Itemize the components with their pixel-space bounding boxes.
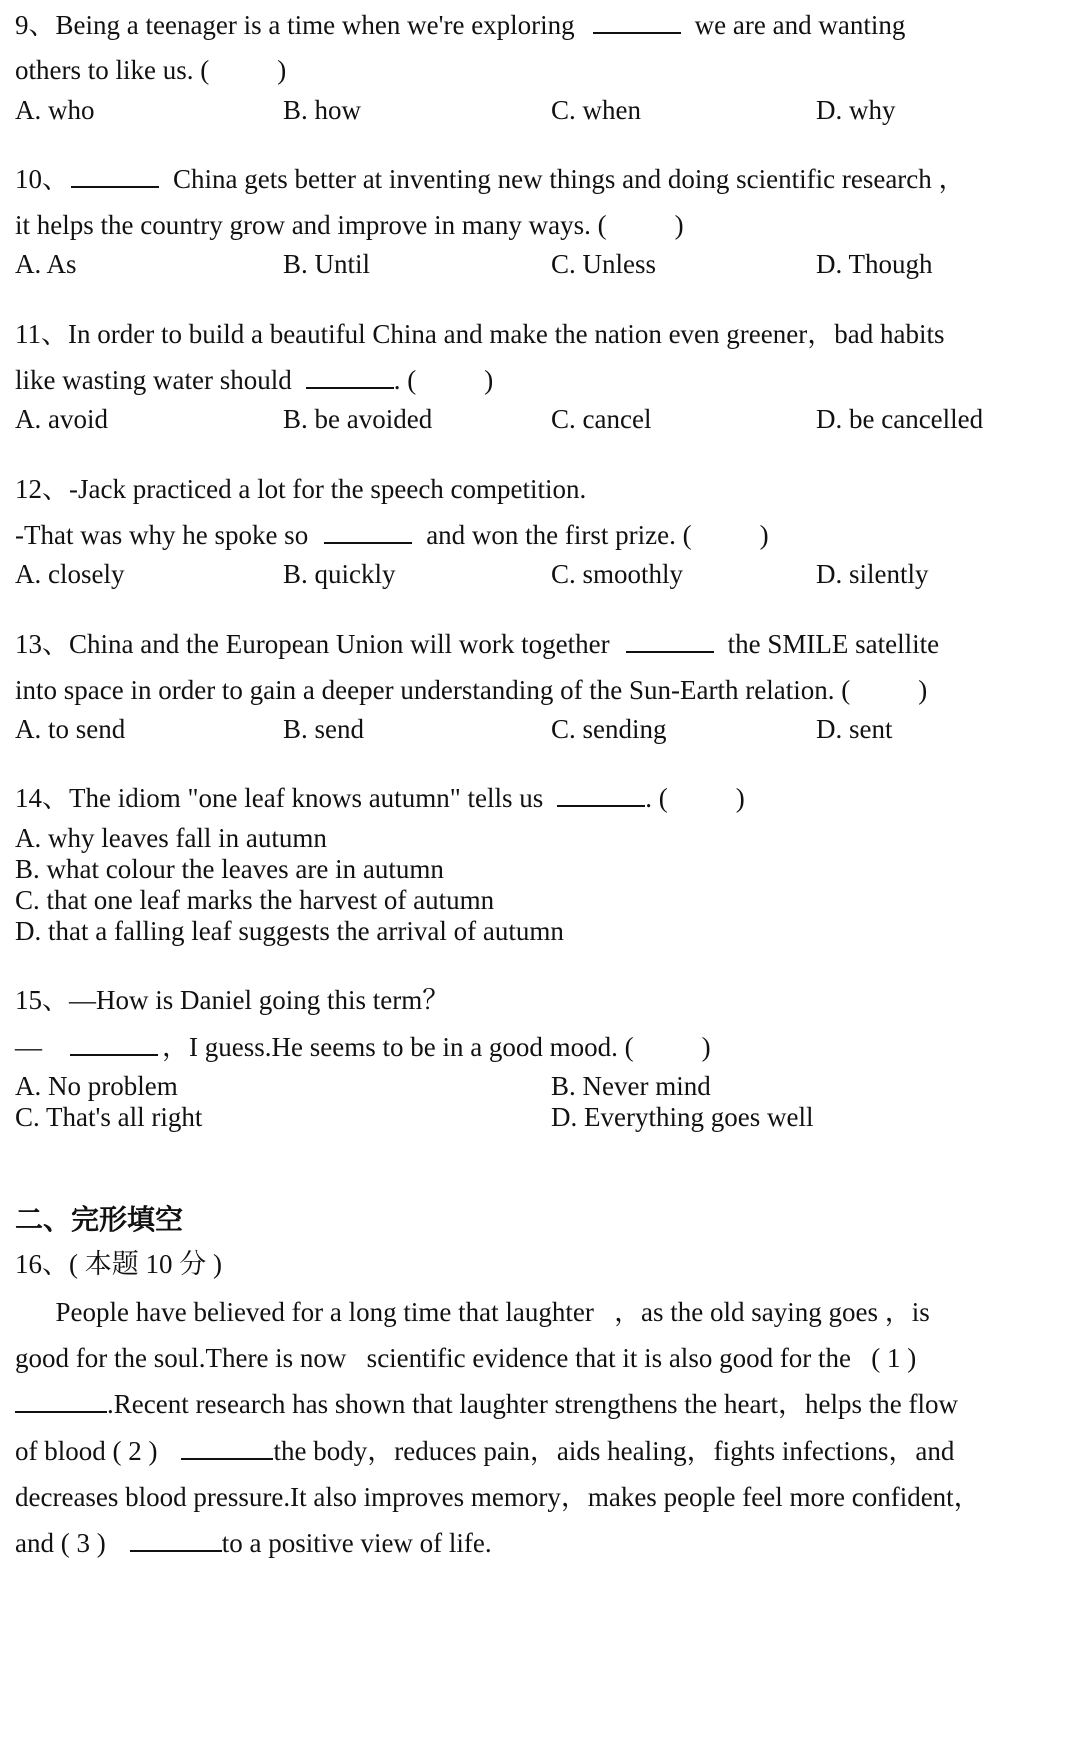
q13-option-a[interactable]: A. to send — [15, 714, 126, 744]
q12-stem-line2 — [15, 518, 769, 552]
q9-stem-line1 — [15, 8, 905, 42]
q14-text-b: . ( — [645, 783, 668, 813]
q9-answer-paren[interactable]: ) — [277, 55, 287, 85]
q10-number: 10、 — [15, 164, 69, 194]
q10-stem-line1 — [15, 162, 966, 196]
q12-option-c[interactable]: C. smoothly — [551, 559, 684, 589]
q13-option-c[interactable]: C. sending — [551, 714, 667, 744]
q13-text-c: into space in order to gain a deeper understanding of the Sun-Earth relation. ( — [15, 675, 851, 705]
q13-answer-paren[interactable]: ) — [918, 675, 928, 705]
q9-option-d[interactable]: D. why — [816, 95, 896, 125]
passage-line-5: decreases blood pressure.It also improves memory，makes people feel more confident， — [15, 1482, 981, 1512]
cloze-blank-3[interactable] — [130, 1528, 222, 1552]
q16-header: 16、( 本题 10 分 ) — [15, 1249, 222, 1279]
q14-option-a[interactable]: A. why leaves fall in autumn — [15, 823, 327, 853]
q12-blank[interactable] — [324, 520, 412, 544]
q9-stem-line2 — [15, 53, 286, 87]
q14-option-c[interactable]: C. that one leaf marks the harvest of autumn — [15, 885, 495, 915]
q9-text-c: others to like us. ( — [15, 55, 210, 85]
q12-option-d[interactable]: D. silently — [816, 559, 929, 589]
q15-blank[interactable] — [70, 1032, 158, 1056]
q11-option-a[interactable]: A. avoid — [15, 404, 108, 434]
q14-text-a: 14、The idiom "one leaf knows autumn" tells us — [15, 783, 544, 813]
q13-text-b: the SMILE satellite — [727, 629, 940, 659]
q9-option-b[interactable]: B. how — [283, 95, 362, 125]
passage-line-3 — [15, 1387, 958, 1421]
q11-blank[interactable] — [306, 365, 394, 389]
passage-line-3-text: .Recent research has shown that laughter strengthens the heart，helps the flow — [107, 1389, 958, 1419]
q10-option-a[interactable]: A. As — [15, 249, 77, 279]
cloze-blank-2[interactable] — [181, 1436, 273, 1460]
q12-text-b: and won the first prize. ( — [426, 520, 692, 550]
q12-option-a[interactable]: A. closely — [15, 559, 125, 589]
q10-answer-paren[interactable]: ) — [674, 210, 684, 240]
q13-stem-line1 — [15, 627, 939, 661]
q11-answer-paren[interactable]: ) — [484, 365, 494, 395]
q15-stem-line1: 15、—How is Daniel going this term？ — [15, 985, 450, 1015]
passage-line-6 — [15, 1526, 492, 1560]
q12-text-a: -That was why he spoke so — [15, 520, 309, 550]
q9-text-a: 9、Being a teenager is a time when we're exploring — [15, 10, 575, 40]
passage-line-6-text-b: to a positive view of life. — [221, 1528, 492, 1558]
q12-option-b[interactable]: B. quickly — [283, 559, 396, 589]
passage-line-4 — [15, 1434, 954, 1468]
cloze-blank-1[interactable] — [15, 1389, 107, 1413]
q9-text-b: we are and wanting — [694, 10, 906, 40]
passage-line-1: People have believed for a long time that laughter ，as the old saying goes ，is — [15, 1297, 930, 1327]
q14-option-b[interactable]: B. what colour the leaves are in autumn — [15, 854, 444, 884]
q15-option-a[interactable]: A. No problem — [15, 1071, 178, 1101]
q15-text-b: ，I guess.He seems to be in a good mood. ( — [162, 1032, 634, 1062]
q12-answer-paren[interactable]: ) — [759, 520, 769, 550]
q11-stem-line1: 11、In order to build a beautiful China and make the nation even greener，bad habits — [15, 319, 945, 349]
q10-option-b[interactable]: B. Until — [283, 249, 371, 279]
q11-text-b: . ( — [393, 365, 417, 395]
q11-option-b[interactable]: B. be avoided — [283, 404, 433, 434]
q10-option-d[interactable]: D. Though — [816, 249, 933, 279]
q11-text-a: like wasting water should — [15, 365, 292, 395]
q11-option-d[interactable]: D. be cancelled — [816, 404, 984, 434]
q13-option-d[interactable]: D. sent — [816, 714, 893, 744]
q9-option-a[interactable]: A. who — [15, 95, 95, 125]
q13-stem-line2 — [15, 673, 927, 707]
q10-text-b: China gets better at inventing new things and doing scientific research ， — [173, 164, 966, 194]
q10-text-c: it helps the country grow and improve in many ways. ( — [15, 210, 607, 240]
q9-option-c[interactable]: C. when — [551, 95, 641, 125]
q15-answer-paren[interactable]: ) — [701, 1032, 711, 1062]
q10-blank[interactable] — [71, 164, 159, 188]
passage-line-4-text-a: of blood ( 2 ) — [15, 1436, 158, 1466]
passage-line-2: good for the soul.There is now scientific evidence that it is also good for the ( 1 ) — [15, 1343, 917, 1373]
q14-stem-line1 — [15, 781, 745, 815]
q13-blank[interactable] — [626, 629, 714, 653]
q15-stem-line2 — [15, 1030, 711, 1064]
q14-blank[interactable] — [557, 783, 645, 807]
q9-blank[interactable] — [593, 10, 681, 34]
q11-option-c[interactable]: C. cancel — [551, 404, 652, 434]
q14-answer-paren[interactable]: ) — [735, 783, 745, 813]
q10-stem-line2 — [15, 208, 684, 242]
q15-option-c[interactable]: C. That's all right — [15, 1102, 203, 1132]
passage-line-6-text-a: and ( 3 ) — [15, 1528, 106, 1558]
q15-option-d[interactable]: D. Everything goes well — [551, 1102, 814, 1132]
q11-stem-line2 — [15, 363, 493, 397]
q13-text-a: 13、China and the European Union will work together — [15, 629, 610, 659]
passage-line-4-text-b: the body，reduces pain，aids healing，fights infections，and — [273, 1436, 955, 1466]
q13-option-b[interactable]: B. send — [283, 714, 364, 744]
q15-option-b[interactable]: B. Never mind — [551, 1071, 711, 1101]
section-title-cloze: 二、完形填空 — [15, 1203, 184, 1236]
q12-stem-line1: 12、-Jack practiced a lot for the speech competition. — [15, 474, 587, 504]
q10-option-c[interactable]: C. Unless — [551, 249, 657, 279]
q14-option-d[interactable]: D. that a falling leaf suggests the arrival of autumn — [15, 916, 564, 946]
q15-dash: — — [15, 1032, 42, 1062]
